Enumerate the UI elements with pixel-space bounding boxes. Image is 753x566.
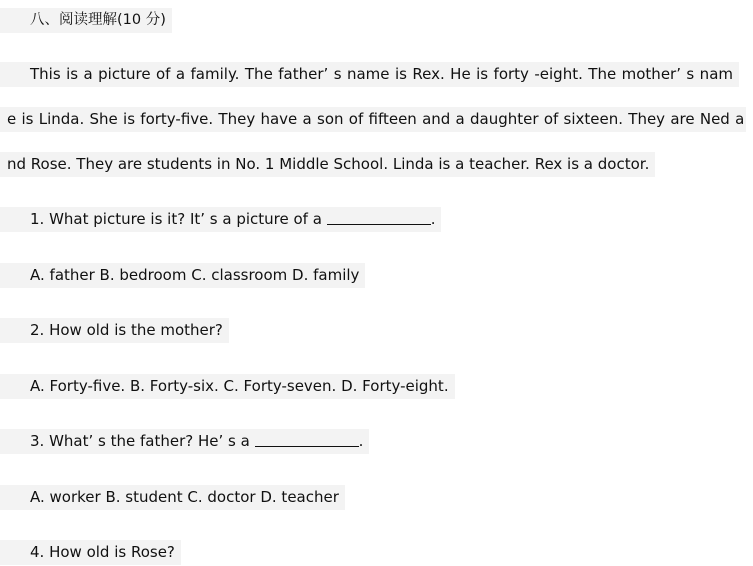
- question-stem: [0, 429, 369, 454]
- answer-blank: [327, 207, 431, 225]
- passage-text: This is a picture of a family. The father’ s name is Rex. He is forty -eight. The mother’ s nam: [0, 62, 739, 87]
- answer-blank: [255, 429, 359, 447]
- answer-options: A. father B. bedroom C. classroom D. family: [0, 263, 365, 288]
- question-4: [0, 540, 181, 565]
- answer-options: A. worker B. student C. doctor D. teacher: [0, 485, 345, 510]
- question-1: [0, 207, 441, 232]
- question-stem: [0, 207, 441, 232]
- passage-text: e is Linda. She is forty-five. They have a son of fifteen and a daughter of sixteen. They are Ned a: [0, 107, 746, 132]
- passage-line-3: [0, 152, 655, 177]
- question-2-options: [0, 374, 455, 399]
- question-2: [0, 318, 229, 343]
- question-punct: .: [430, 210, 436, 228]
- question-1-options: [0, 263, 365, 288]
- section-heading: 八、阅读理解(10 分): [0, 8, 172, 33]
- passage-line-1: [0, 62, 739, 87]
- passage-text: nd Rose. They are students in No. 1 Middle School. Linda is a teacher. Rex is a doctor.: [0, 152, 655, 177]
- question-stem: 2. How old is the mother?: [0, 318, 229, 343]
- section-heading-row: [0, 7, 172, 32]
- question-stem: 4. How old is Rose?: [0, 540, 181, 565]
- question-punct: .: [358, 432, 364, 450]
- question-3: [0, 429, 369, 454]
- question-text: 1. What picture is it? It’ s a picture of a: [30, 210, 322, 228]
- passage-line-2: [0, 107, 746, 132]
- question-text: 3. What’ s the father? He’ s a: [30, 432, 250, 450]
- question-3-options: [0, 485, 345, 510]
- answer-options: A. Forty-five. B. Forty-six. C. Forty-seven. D. Forty-eight.: [0, 374, 455, 399]
